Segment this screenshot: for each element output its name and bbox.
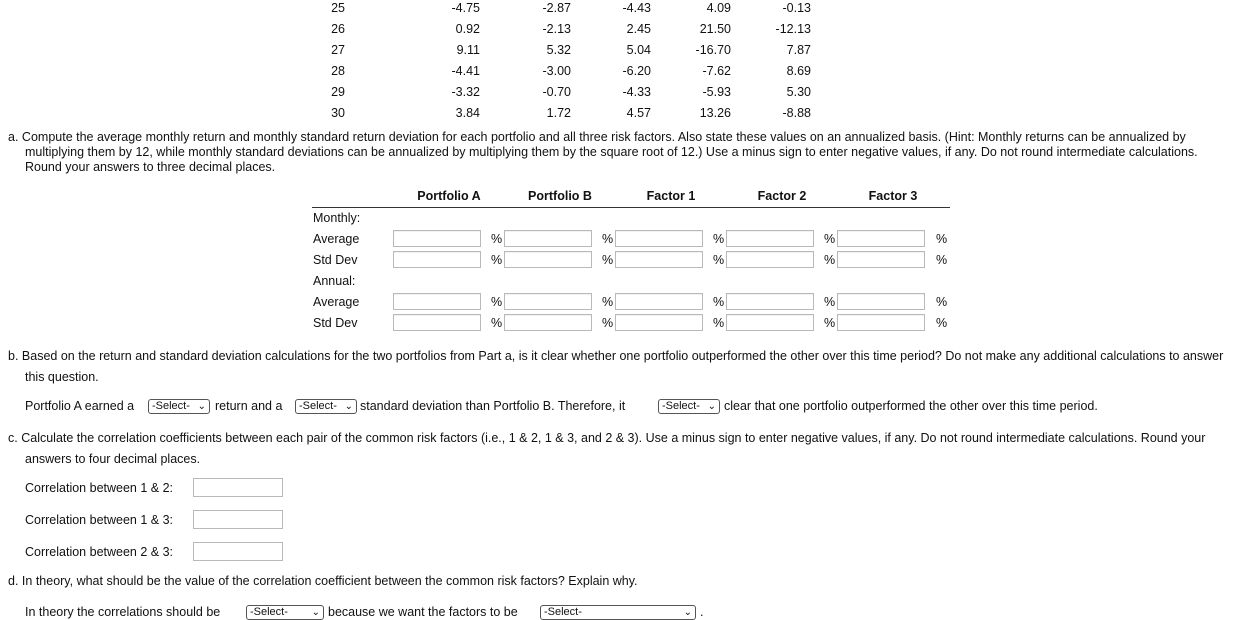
percent-unit: %	[824, 295, 836, 309]
col-header-factor-3: Factor 3	[868, 189, 918, 203]
portfolio-b-cell: -0.70	[542, 85, 571, 99]
part-c-text: Calculate the correlation coefficients between each pair of the common risk factors (i.e., 1 & 2, 1 & 3, and 2 & 3). Use a minus sign to enter negative values, if any. Do not round intermediate calculations. Round your answers to four decimal places.	[21, 431, 1206, 466]
chevron-down-icon: ⌄	[197, 401, 206, 412]
part-b-sentence-1: Portfolio A earned a	[25, 399, 135, 413]
annual-stddev-factor-2-input[interactable]	[726, 314, 814, 331]
part-a-prefix: a.	[8, 130, 19, 144]
part-a-question	[8, 130, 1230, 175]
factor2-cell: 4.09	[706, 1, 731, 15]
percent-unit: %	[491, 295, 503, 309]
monthly-average-portfolio-a-input[interactable]	[393, 230, 481, 247]
corr-2-3-input[interactable]	[193, 542, 283, 561]
factor2-cell: -16.70	[695, 43, 731, 57]
row-monthly-stddev-label: Std Dev	[313, 253, 358, 267]
percent-unit: %	[713, 253, 725, 267]
percent-unit: %	[936, 316, 948, 330]
portfolio-b-cell: -2.13	[542, 22, 571, 36]
section-monthly-label: Monthly:	[313, 211, 361, 225]
factor3-cell: 7.87	[786, 43, 811, 57]
chevron-down-icon: ⌄	[311, 607, 320, 618]
factor2-cell: 13.26	[699, 106, 731, 120]
portfolio-b-cell: 5.32	[546, 43, 571, 57]
period-cell: 29	[331, 85, 345, 99]
annual-stddev-factor-3-input[interactable]	[837, 314, 925, 331]
part-b-return-select[interactable]	[148, 399, 210, 414]
annual-average-factor-1-input[interactable]	[615, 293, 703, 310]
factor3-cell: -12.13	[775, 22, 811, 36]
corr-1-3-label: Correlation between 1 & 3:	[25, 513, 174, 527]
factor2-cell: 21.50	[699, 22, 731, 36]
portfolio-b-cell: 1.72	[546, 106, 571, 120]
percent-unit: %	[491, 316, 503, 330]
percent-unit: %	[602, 295, 614, 309]
factor3-cell: 5.30	[786, 85, 811, 99]
monthly-average-factor-2-input[interactable]	[726, 230, 814, 247]
col-header-factor-1: Factor 1	[646, 189, 696, 203]
factor3-cell: -8.88	[782, 106, 811, 120]
portfolio-a-cell: 3.84	[455, 106, 480, 120]
factor1-cell: -6.20	[622, 64, 651, 78]
part-b-stddev-select[interactable]	[295, 399, 357, 414]
annual-average-portfolio-a-input[interactable]	[393, 293, 481, 310]
monthly-stddev-factor-1-input[interactable]	[615, 251, 703, 268]
part-b-clear-select[interactable]	[658, 399, 720, 414]
monthly-average-factor-3-input[interactable]	[837, 230, 925, 247]
annual-average-factor-2-input[interactable]	[726, 293, 814, 310]
percent-unit: %	[936, 253, 948, 267]
factor1-cell: 2.45	[626, 22, 651, 36]
part-c-prefix: c.	[8, 431, 18, 445]
part-d-factors-select[interactable]	[540, 605, 696, 620]
annual-average-portfolio-b-input[interactable]	[504, 293, 592, 310]
part-b-question	[8, 346, 1230, 388]
period-cell: 30	[331, 106, 345, 120]
factor3-cell: 8.69	[786, 64, 811, 78]
row-annual-average-label: Average	[313, 295, 360, 309]
part-d-prefix: d.	[8, 574, 19, 588]
corr-2-3-label: Correlation between 2 & 3:	[25, 545, 174, 559]
select-value: -Select-	[662, 400, 700, 412]
monthly-stddev-factor-2-input[interactable]	[726, 251, 814, 268]
monthly-stddev-factor-3-input[interactable]	[837, 251, 925, 268]
factor2-cell: -5.93	[702, 85, 731, 99]
chevron-down-icon: ⌄	[707, 401, 716, 412]
percent-unit: %	[936, 232, 948, 246]
percent-unit: %	[713, 316, 725, 330]
section-annual-label: Annual:	[313, 274, 356, 288]
part-d-question	[8, 574, 638, 589]
period-cell: 27	[331, 43, 345, 57]
portfolio-b-cell: -2.87	[542, 1, 571, 15]
annual-stddev-factor-1-input[interactable]	[615, 314, 703, 331]
percent-unit: %	[713, 295, 725, 309]
part-b-text: Based on the return and standard deviation calculations for the two portfolios from Part a, is it clear whether one portfolio outperformed the other over this time period? Do not make any additional calculations to answer this question.	[21, 349, 1224, 384]
col-header-portfolio-b: Portfolio B	[528, 189, 592, 203]
period-cell: 26	[331, 22, 345, 36]
factor2-cell: -7.62	[702, 64, 731, 78]
chevron-down-icon: ⌄	[683, 607, 692, 618]
corr-1-3-input[interactable]	[193, 510, 283, 529]
part-b-sentence-2: return and a	[215, 399, 283, 413]
period-cell: 28	[331, 64, 345, 78]
part-b-sentence-3: standard deviation than Portfolio B. Therefore, it	[360, 399, 626, 413]
select-value: -Select-	[299, 400, 337, 412]
row-monthly-average-label: Average	[313, 232, 360, 246]
portfolio-b-cell: -3.00	[542, 64, 571, 78]
corr-1-2-label: Correlation between 1 & 2:	[25, 481, 174, 495]
portfolio-a-cell: -4.75	[451, 1, 480, 15]
part-b-sentence-4: clear that one portfolio outperformed the other over this time period.	[724, 399, 1098, 413]
factor1-cell: -4.43	[622, 1, 651, 15]
part-d-sentence-1: In theory the correlations should be	[25, 605, 221, 619]
select-value: -Select-	[544, 606, 582, 618]
monthly-average-portfolio-b-input[interactable]	[504, 230, 592, 247]
select-value: -Select-	[152, 400, 190, 412]
part-d-sentence-2: because we want the factors to be	[328, 605, 518, 619]
percent-unit: %	[713, 232, 725, 246]
part-a-text: Compute the average monthly return and monthly standard return deviation for each portfolio and all three risk factors. Also state these values on an annualized basis. (Hint: Monthly returns can be annualized by multiplying them by 12, while monthly standard deviations can be annualized by multiplying them by the square root of 12.) Use a minus sign to enter negative values, if any. Do not round intermediate calculations. Round your answers to three decimal places.	[21, 130, 1198, 174]
annual-stddev-portfolio-b-input[interactable]	[504, 314, 592, 331]
annual-average-factor-3-input[interactable]	[837, 293, 925, 310]
percent-unit: %	[491, 253, 503, 267]
col-header-portfolio-a: Portfolio A	[417, 189, 481, 203]
part-d-text: In theory, what should be the value of the correlation coefficient between the common risk factors? Explain why.	[21, 574, 638, 588]
factor1-cell: 4.57	[626, 106, 651, 120]
percent-unit: %	[824, 253, 836, 267]
part-d-sentence-end: .	[700, 605, 704, 619]
monthly-stddev-portfolio-a-input[interactable]	[393, 251, 481, 268]
monthly-average-factor-1-input[interactable]	[615, 230, 703, 247]
monthly-stddev-portfolio-b-input[interactable]	[504, 251, 592, 268]
header-divider	[312, 207, 950, 208]
percent-unit: %	[824, 316, 836, 330]
part-b-prefix: b.	[8, 349, 19, 363]
corr-1-2-input[interactable]	[193, 478, 283, 497]
part-d-correlation-select[interactable]	[246, 605, 324, 620]
percent-unit: %	[824, 232, 836, 246]
portfolio-a-cell: -4.41	[451, 64, 480, 78]
col-header-factor-2: Factor 2	[757, 189, 807, 203]
factor1-cell: 5.04	[626, 43, 651, 57]
percent-unit: %	[602, 232, 614, 246]
portfolio-a-cell: 9.11	[456, 43, 480, 57]
percent-unit: %	[602, 316, 614, 330]
factor3-cell: -0.13	[782, 1, 811, 15]
portfolio-a-cell: 0.92	[455, 22, 480, 36]
percent-unit: %	[491, 232, 503, 246]
period-cell: 25	[331, 1, 345, 15]
select-value: -Select-	[250, 606, 288, 618]
percent-unit: %	[602, 253, 614, 267]
portfolio-a-cell: -3.32	[451, 85, 480, 99]
part-c-question	[8, 428, 1230, 470]
row-annual-stddev-label: Std Dev	[313, 316, 358, 330]
chevron-down-icon: ⌄	[344, 401, 353, 412]
factor1-cell: -4.33	[622, 85, 651, 99]
percent-unit: %	[936, 295, 948, 309]
annual-stddev-portfolio-a-input[interactable]	[393, 314, 481, 331]
